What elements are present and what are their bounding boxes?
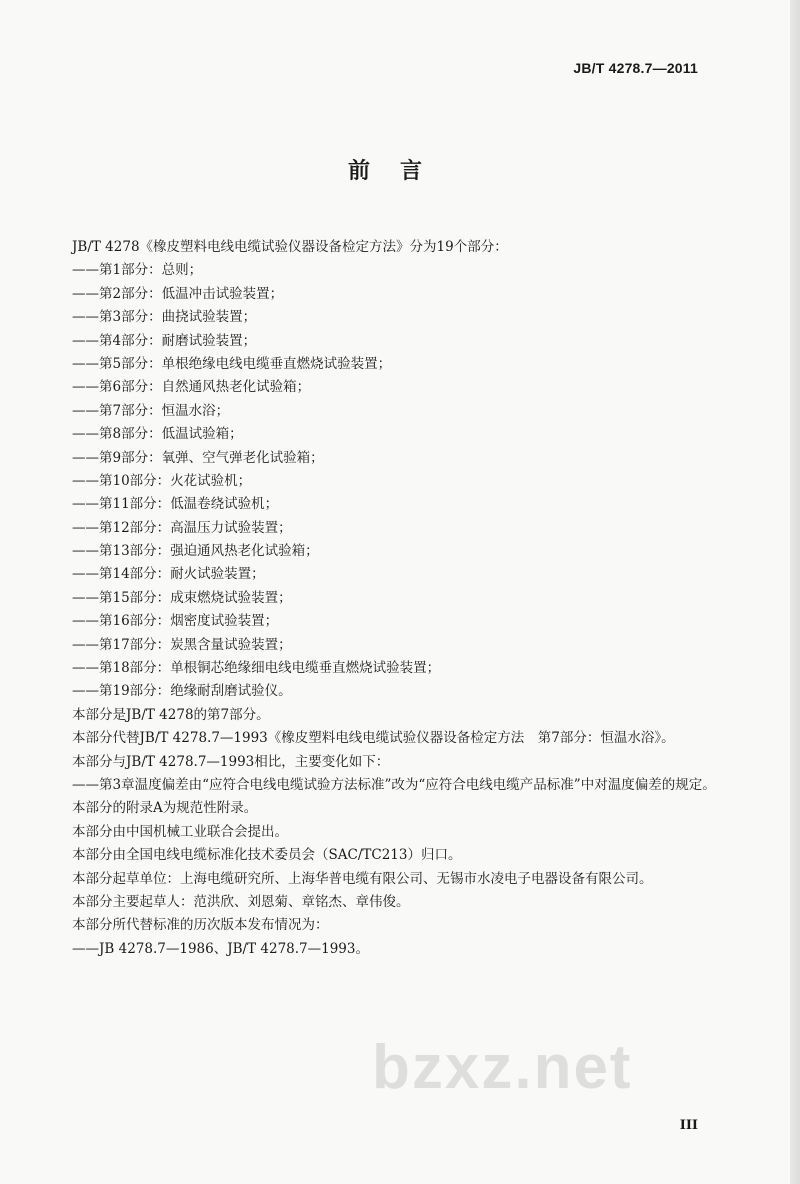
part-number: ——第8部分：	[72, 426, 162, 443]
part-name: 烟密度试验装置；	[170, 613, 279, 630]
part-name: 低温卷绕试验机；	[170, 496, 279, 513]
paragraph: 本部分代替JB/T 4278.7—1993《橡皮塑料电线电缆试验仪器设备检定方法 第7部分：恒温水浴》。	[72, 730, 675, 747]
list-item	[72, 470, 732, 493]
part-name: 耐火试验装置；	[170, 566, 265, 583]
site-watermark: bzxz.net	[372, 1033, 633, 1102]
paragraph: 本部分主要起草人：范洪欣、刘恩菊、章铭杰、章伟俊。	[72, 893, 410, 910]
part-name: 单根绝缘电线电缆垂直燃烧试验装置；	[161, 355, 392, 372]
part-number: ——第3部分：	[72, 309, 162, 326]
part-number: ——第14部分：	[72, 566, 171, 583]
list-item	[72, 306, 732, 329]
parts-list	[72, 259, 732, 703]
paragraph: 本部分由中国机械工业联合会提出。	[72, 823, 288, 840]
list-item	[72, 680, 732, 703]
list-item	[72, 423, 732, 446]
list-item	[72, 353, 732, 376]
paragraph: 本部分起草单位：上海电缆研究所、上海华普电缆有限公司、无锡市水凌电子电器设备有限公司。	[72, 870, 653, 887]
part-name: 高温压力试验装置；	[170, 519, 292, 536]
part-number: ——第7部分：	[72, 402, 162, 419]
paragraph: 本部分由全国电线电缆标准化技术委员会（SAC/TC213）归口。	[72, 847, 462, 864]
list-item	[72, 563, 732, 586]
part-name: 低温冲击试验装置；	[161, 285, 284, 302]
part-number: ——第4部分：	[72, 332, 162, 349]
part-number: ——第2部分：	[72, 285, 162, 302]
paragraph-change-item: ——第3章温度偏差由“应符合电线电缆试验方法标准”改为“应符合电线电缆产品标准”中对温度偏差的规定。	[72, 776, 716, 793]
part-number: ——第11部分：	[72, 496, 171, 513]
part-name: 总则；	[161, 262, 203, 279]
foreword-title: 前言	[347, 158, 452, 184]
list-item	[72, 376, 732, 399]
part-name: 自然通风热老化试验箱；	[161, 379, 311, 396]
document-code: JB/T 4278.7—2011	[573, 60, 698, 76]
part-name: 炭黑含量试验装置；	[170, 636, 292, 653]
part-name: 耐磨试验装置；	[161, 332, 257, 349]
list-item	[72, 657, 732, 680]
intro-line: JB/T 4278《橡皮塑料电线电缆试验仪器设备检定方法》分为19个部分：	[72, 239, 508, 255]
paragraph: 本部分的附录A为规范性附录。	[72, 800, 258, 817]
paragraph: 本部分是JB/T 4278的第7部分。	[72, 706, 270, 723]
part-name: 低温试验箱；	[161, 426, 243, 443]
list-item	[72, 400, 732, 423]
part-number: ——第16部分：	[72, 613, 171, 630]
list-item	[72, 517, 732, 540]
part-name: 成束燃烧试验装置；	[170, 589, 292, 606]
page-edge-shadow	[790, 0, 800, 1184]
list-item	[72, 587, 732, 610]
part-number: ——第13部分：	[72, 543, 171, 560]
list-item	[72, 330, 732, 353]
part-name: 恒温水浴；	[161, 402, 230, 419]
list-item	[72, 634, 732, 657]
list-item	[72, 540, 732, 563]
part-number: ——第5部分：	[72, 355, 162, 372]
list-item	[72, 493, 732, 516]
part-number: ——第1部分：	[72, 262, 162, 279]
part-number: ——第12部分：	[72, 519, 171, 536]
part-number: ——第19部分：	[72, 683, 171, 700]
part-number: ——第9部分：	[72, 449, 162, 466]
list-item	[72, 259, 732, 282]
paragraph: 本部分所代替标准的历次版本发布情况为：	[72, 917, 329, 934]
part-name: 单根铜芯绝缘细电线电缆垂直燃烧试验装置；	[170, 660, 441, 677]
part-number: ——第6部分：	[72, 379, 162, 396]
page-number: III	[679, 1118, 698, 1133]
paragraph: ——JB 4278.7—1986、JB/T 4278.7—1993。	[72, 940, 369, 957]
list-item	[72, 283, 732, 306]
part-name: 火花试验机；	[170, 472, 252, 489]
list-item	[72, 610, 732, 633]
part-number: ——第17部分：	[72, 636, 171, 653]
part-number: ——第15部分：	[72, 589, 171, 606]
part-number: ——第18部分：	[72, 660, 171, 677]
foreword-body	[72, 236, 732, 961]
part-name: 绝缘耐刮磨试验仪。	[170, 683, 292, 700]
part-name: 曲挠试验装置；	[161, 309, 257, 326]
part-name: 氧弹、空气弹老化试验箱；	[161, 449, 324, 466]
list-item	[72, 447, 732, 470]
part-name: 强迫通风热老化试验箱；	[170, 543, 319, 560]
part-number: ——第10部分：	[72, 472, 171, 489]
paragraph: 本部分与JB/T 4278.7—1993相比，主要变化如下：	[72, 753, 390, 770]
